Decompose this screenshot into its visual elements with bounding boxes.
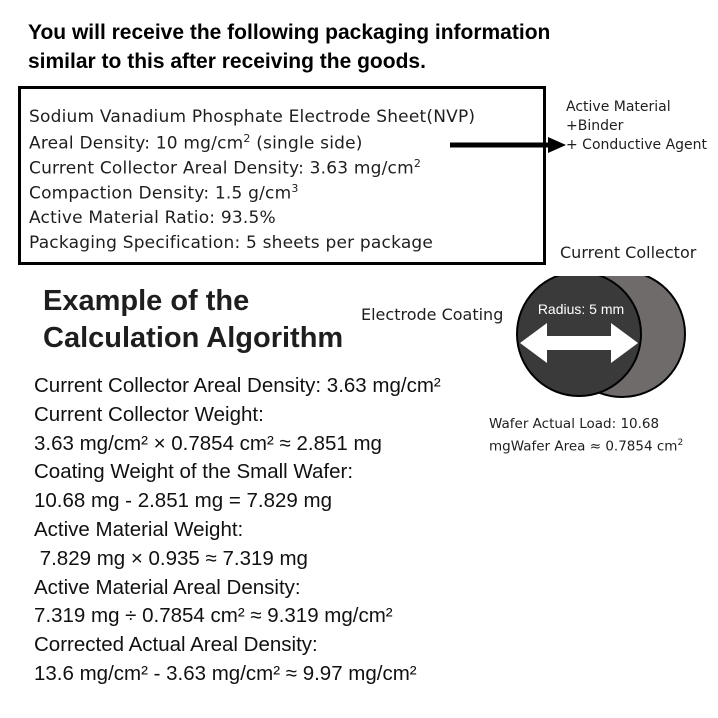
collector-areal-density: Current Collector Areal Density: 3.63 $mg/cm^2$ — [29, 157, 422, 179]
electrode-coating-label: Electrode Coating — [361, 305, 504, 324]
composition-note — [566, 98, 707, 155]
current-collector-label: Current Collector — [560, 243, 697, 262]
calculation-steps — [34, 372, 441, 689]
calc-line: Active Material Weight: — [34, 517, 244, 541]
wafer-note-line-2: mgWafer Area ≈ 0.7854 $cm^2$ — [489, 438, 684, 455]
calc-line: Coating Weight of the Small Wafer: — [34, 460, 354, 484]
calc-line: 7.319 mg ÷ 0.7854 cm² ≈ 9.319 mg/cm² — [34, 604, 393, 628]
calc-line: Current Collector Areal Density: 3.63 mg/cm² — [34, 374, 441, 397]
packaging-info-box — [18, 86, 546, 265]
areal-density: Areal Density: 10 $mg/cm^2$ (single side) — [29, 132, 363, 154]
calc-line: Corrected Actual Areal Density: — [34, 633, 318, 657]
wafer-diagram — [510, 276, 692, 406]
product-name: Sodium Vanadium Phosphate Electrode Sheet(NVP) — [29, 107, 476, 127]
calc-line: Active Material Areal Density: — [34, 575, 301, 599]
wafer-note-line-1: Wafer Actual Load: 10.68 — [489, 416, 660, 432]
header-line-1: You will receive the following packaging information — [28, 21, 551, 44]
calc-line: 7.829 mg × 0.935 ≈ 7.319 mg — [34, 546, 308, 570]
calc-line: Current Collector Weight: — [34, 402, 264, 426]
calc-line: 13.6 mg/cm² - 3.63 mg/cm² ≈ 9.97 mg/cm² — [34, 661, 417, 685]
header-line-2: similar to this after receiving the goods. — [28, 50, 426, 73]
composition-line-2: +Binder — [566, 118, 624, 134]
right-arrow-icon — [450, 134, 568, 156]
example-title — [43, 283, 343, 357]
radius-label: Radius: 5 mm — [537, 301, 625, 317]
example-title-line-2: Calculation Algorithm — [43, 322, 344, 354]
compaction-density: Compaction Density: 1.5 $g/cm^3$ — [29, 182, 299, 204]
composition-line-1: Active Material — [566, 99, 671, 115]
calc-line: 10.68 mg - 2.851 mg = 7.829 mg — [34, 489, 333, 513]
composition-line-3: + Conductive Agent — [566, 137, 708, 153]
page-header — [28, 18, 708, 76]
example-title-line-1: Example of the — [43, 285, 250, 317]
wafer-note — [489, 415, 683, 457]
calc-line: 3.63 mg/cm² × 0.7854 cm² ≈ 2.851 mg — [34, 431, 382, 455]
active-material-ratio: Active Material Ratio: 93.5% — [29, 208, 276, 228]
packaging-specification: Packaging Specification: 5 sheets per package — [29, 233, 434, 253]
